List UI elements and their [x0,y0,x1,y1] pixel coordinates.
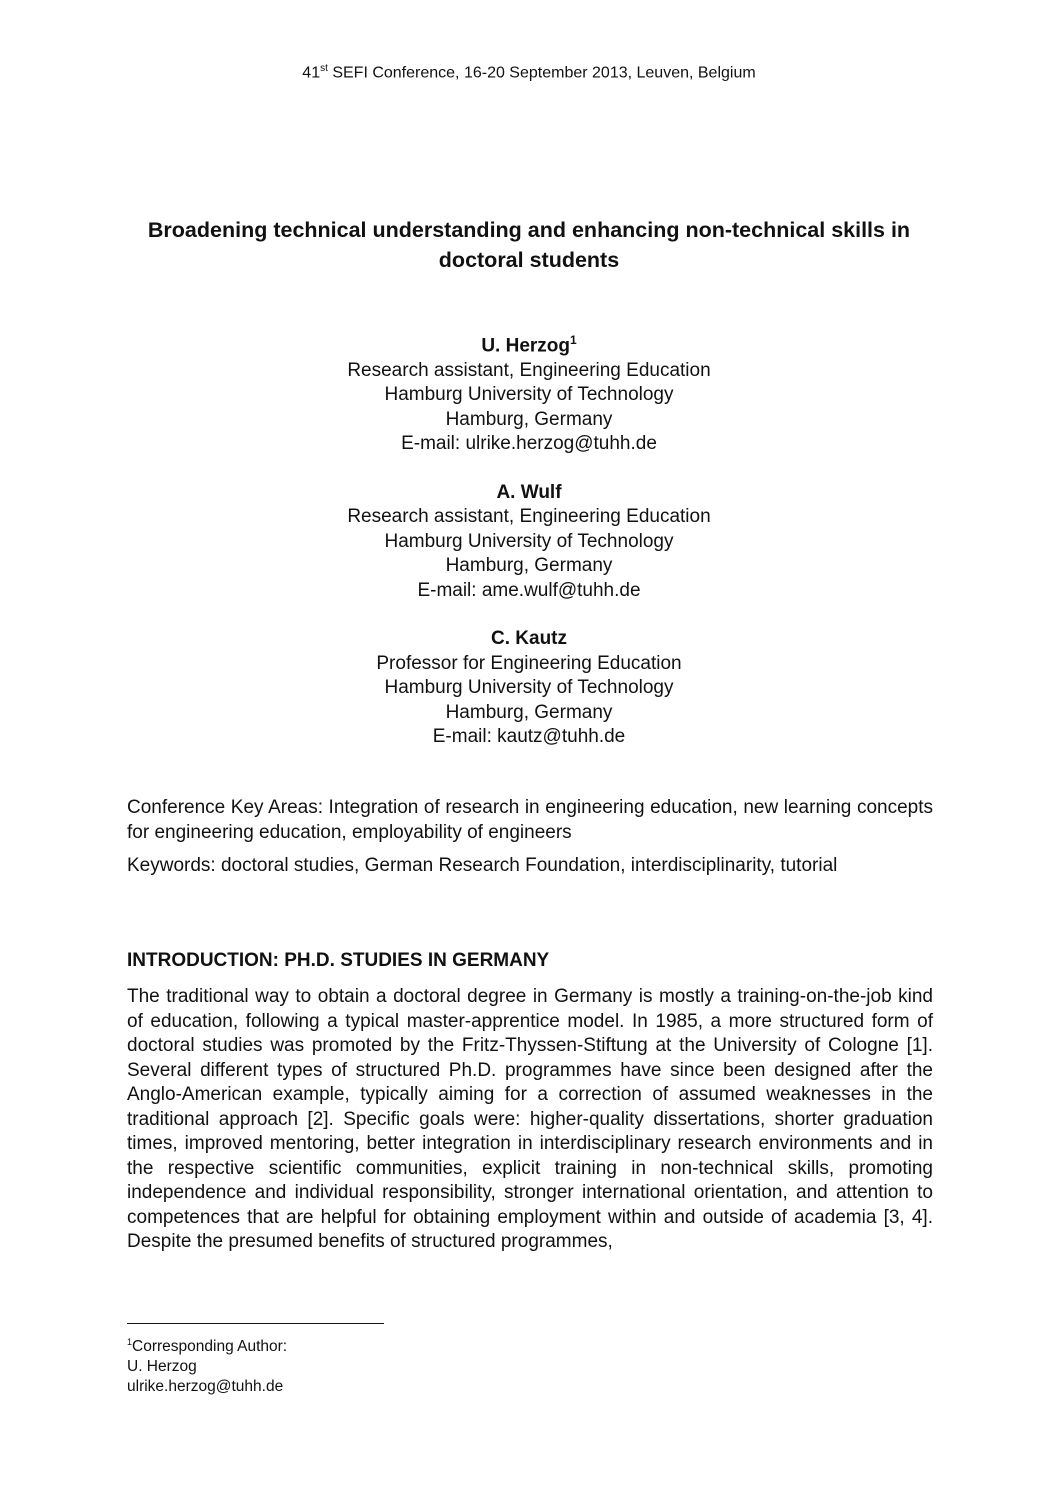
author-location: Hamburg, Germany [445,701,613,723]
conference-number: 41 [302,64,321,82]
intro-paragraph: The traditional way to obtain a doctoral degree in Germany is mostly a training-on-the-job kind of education, following a typical master-apprentice model. In 1985, a more structured form of doctoral studies was promoted by the Fritz-Thyssen-Stiftung at the University of Cologne [1]. Several different types of structured Ph.D. programmes have since been designed after the Anglo-American example, typically aiming for a correction of assumed weaknesses in the traditional approach [2]. Specific goals were: higher-quality dissertations, shorter graduation times, improved mentoring, better integration in interdisciplinary research environments and in the respective scientific communities, explicit training in non-technical skills, promoting independence and individual responsibility, stronger international orientation, and attention to competences that are helpful for obtaining employment within and outside of academia [3, 4]. Despite the presumed benefits of structured programmes, [127,986,933,1252]
paper-title: Broadening technical understanding and enhancing non-technical skills in doctoral students [147,218,911,272]
conference-key-areas: Conference Key Areas: Integration of research in engineering education, new learning concepts for engineering education, employability of engineers [127,797,933,843]
section-heading: INTRODUCTION: PH.D. STUDIES IN GERMANY [127,950,550,971]
author-position: Professor for Engineering Education [376,652,682,674]
footnote-email: ulrike.herzog@tuhh.de [127,1378,284,1396]
author-institution: Hamburg University of Technology [384,530,674,552]
conference-details: SEFI Conference, 16-20 September 2013, Leuven, Belgium [327,64,756,82]
conference-ordinal-suffix: st [320,63,328,74]
author-institution: Hamburg University of Technology [384,677,674,699]
author-name: A. Wulf [496,481,562,503]
author-list [0,328,1058,774]
author-block [0,328,1058,457]
keywords: Keywords: doctoral studies, German Research Foundation, interdisciplinarity, tutorial [127,855,838,876]
author-block [0,481,1058,604]
author-email: E-mail: ulrike.herzog@tuhh.de [401,433,657,455]
author-name: C. Kautz [491,628,567,650]
footnote-divider [127,1323,384,1324]
author-location: Hamburg, Germany [445,408,613,430]
author-name-text: U. Herzog [481,335,570,357]
footnote-label-text: Corresponding Author: [132,1338,288,1356]
author-location: Hamburg, Germany [445,555,613,577]
author-name [0,328,1058,359]
author-block [0,627,1058,750]
footnote [127,1332,287,1397]
author-position: Research assistant, Engineering Education [347,359,711,381]
author-email: E-mail: kautz@tuhh.de [432,726,626,748]
author-email: E-mail: ame.wulf@tuhh.de [417,579,641,601]
footnote-name: U. Herzog [127,1358,197,1376]
footnote-label [127,1332,287,1357]
author-institution: Hamburg University of Technology [384,384,674,406]
footnote-mark: 1 [570,333,577,347]
conference-header [0,63,1058,82]
footnote-mark: 1 [127,1337,133,1347]
author-position: Research assistant, Engineering Education [347,506,711,528]
